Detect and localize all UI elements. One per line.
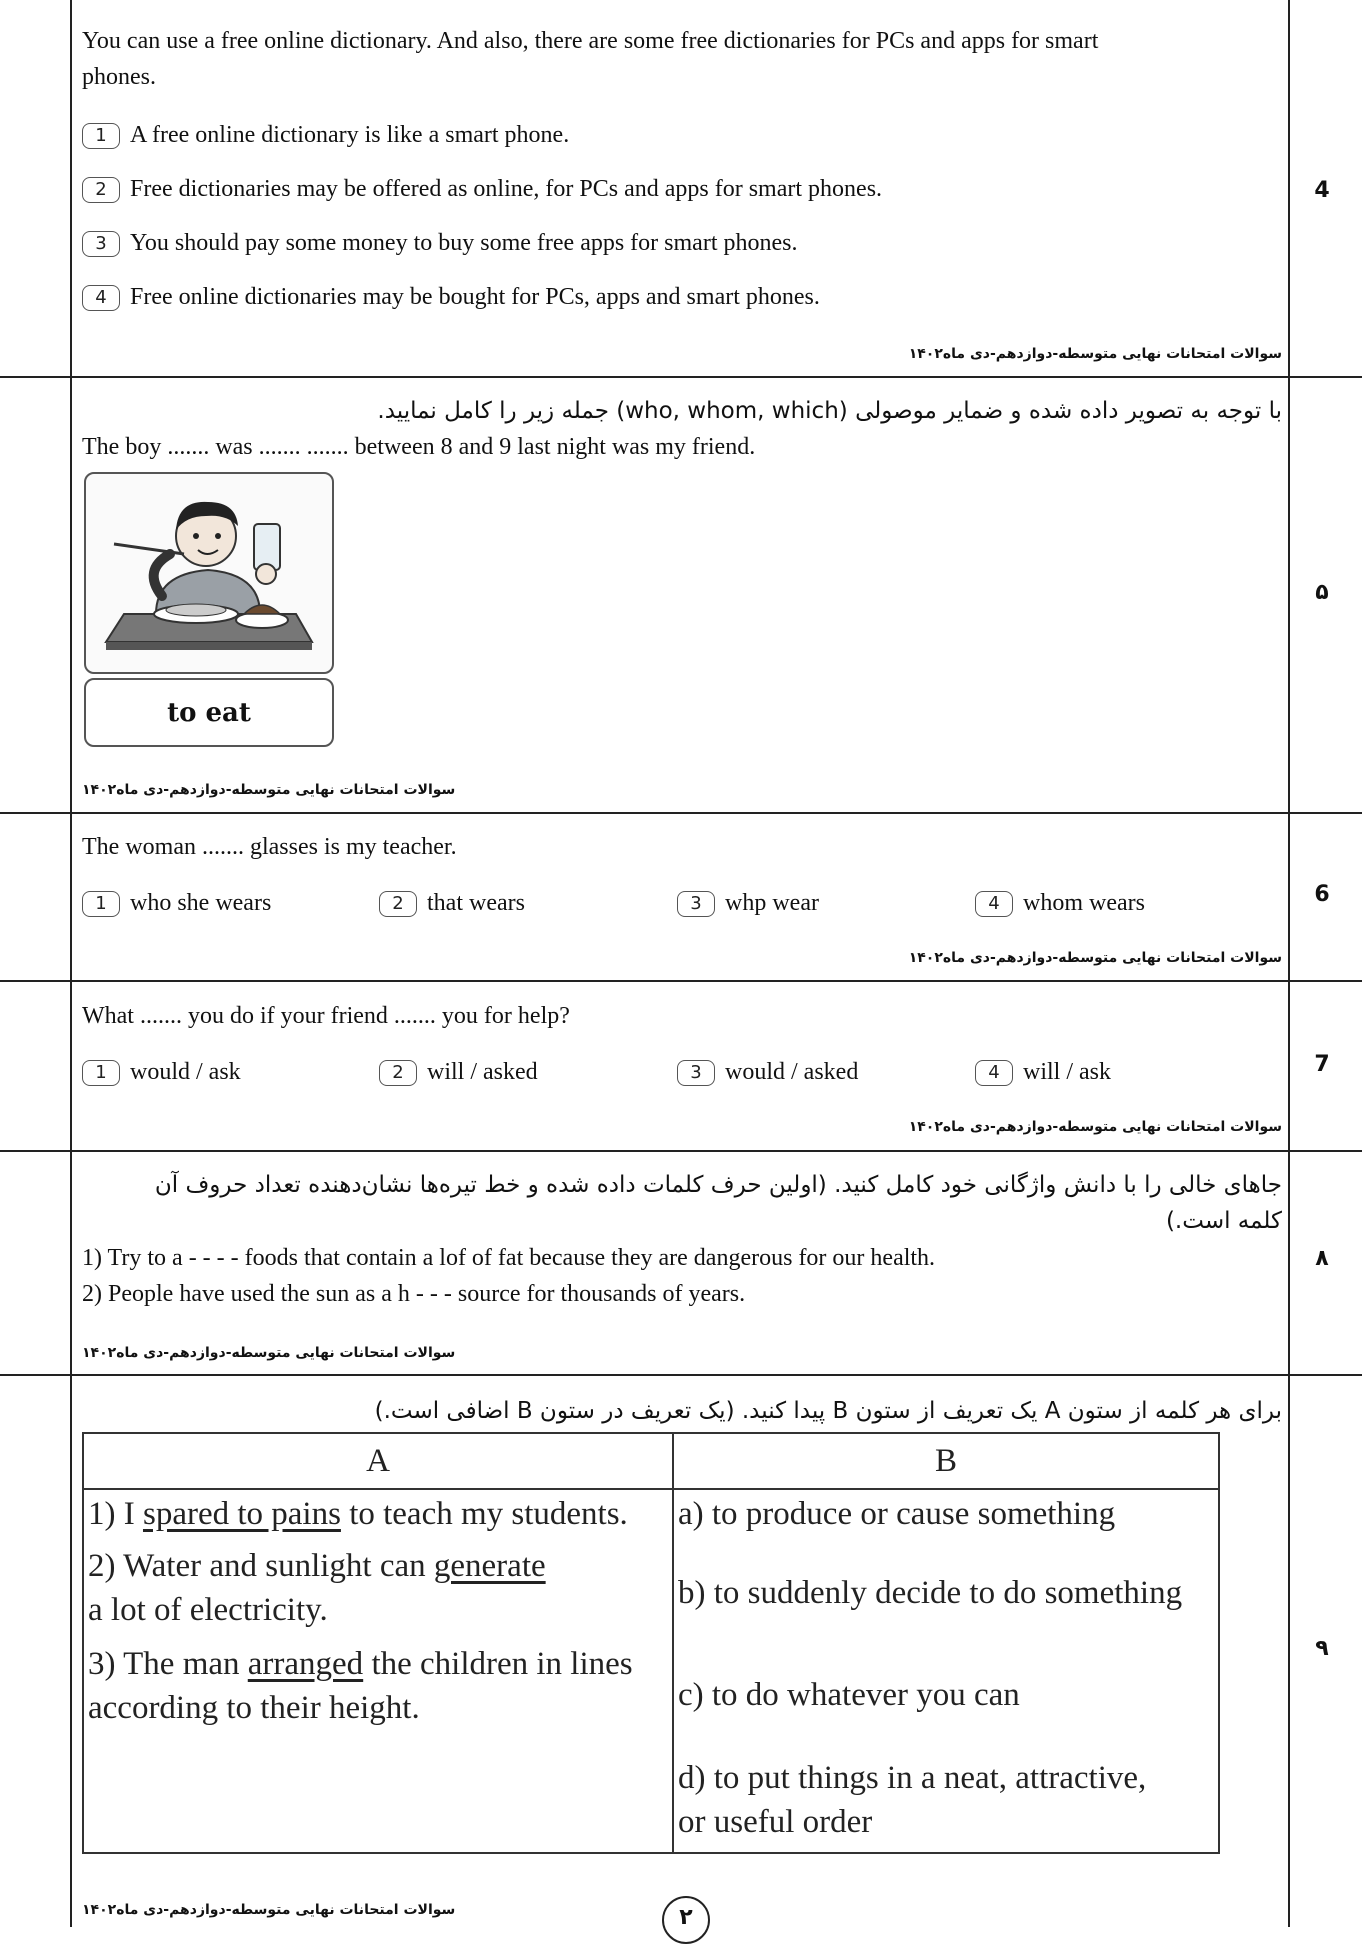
q6-option-1[interactable] bbox=[82, 890, 271, 917]
question-number: 6 bbox=[1314, 882, 1330, 907]
question-number: ۸ bbox=[1315, 1246, 1329, 1271]
option-text: whom wears bbox=[1023, 890, 1145, 916]
question-number: 4 bbox=[1314, 178, 1330, 203]
question-number: ۵ bbox=[1315, 580, 1329, 605]
option-number: 4 bbox=[82, 285, 120, 311]
number-column-border bbox=[1288, 0, 1290, 1927]
option-number: 2 bbox=[82, 177, 120, 203]
q6-option-4[interactable] bbox=[975, 890, 1145, 917]
q7-option-2[interactable] bbox=[379, 1059, 538, 1086]
source-label: سوالات امتحانات نهایی متوسطه-دوازدهم-دی ماه۱۴۰۲ bbox=[82, 1902, 456, 1918]
col-a-item-1 bbox=[83, 1489, 673, 1544]
q6-option-3[interactable] bbox=[677, 890, 819, 917]
option-number: 3 bbox=[677, 1060, 715, 1086]
option-number: 3 bbox=[82, 231, 120, 257]
item-text: 3) The man bbox=[88, 1646, 248, 1682]
item-text: 1) I bbox=[88, 1496, 143, 1532]
option-number: 3 bbox=[677, 891, 715, 917]
source-label: سوالات امتحانات نهایی متوسطه-دوازدهم-دی ماه۱۴۰۲ bbox=[82, 782, 456, 798]
item-text: a lot of electricity. bbox=[88, 1592, 328, 1628]
q5-instruction: با توجه به تصویر داده شده و ضمایر موصولی (who, whom, which) جمله زیر را کامل نمایید. bbox=[377, 398, 1282, 424]
underlined-word: arranged bbox=[247, 1646, 364, 1682]
q7-sentence: What ....... you do if your friend ....... you for help? bbox=[82, 1003, 570, 1029]
q8-instruction-line1: جاهای خالی را با دانش واژگانی خود کامل کنید. (اولین حرف کلمات داده شده و خط تیره‌ها نشان‌دهنده تعداد حروف آن bbox=[154, 1172, 1282, 1198]
q7-option-4[interactable] bbox=[975, 1059, 1111, 1086]
option-text: A free online dictionary is like a smart phone. bbox=[130, 122, 570, 148]
col-b-item-a: a) to produce or cause something bbox=[673, 1489, 1219, 1544]
image-caption-box bbox=[84, 678, 334, 747]
row-divider bbox=[0, 980, 1362, 982]
row-divider bbox=[0, 1374, 1362, 1376]
q4-option-3[interactable] bbox=[82, 230, 797, 257]
question-number: 7 bbox=[1314, 1052, 1330, 1077]
row-divider bbox=[0, 376, 1362, 378]
item-text: the children in lines bbox=[363, 1646, 633, 1682]
option-number: 1 bbox=[82, 891, 120, 917]
underlined-word: generate bbox=[433, 1548, 546, 1584]
q5-sentence: The boy ....... was ....... ....... between 8 and 9 last night was my friend. bbox=[82, 434, 756, 460]
column-a-header: A bbox=[83, 1433, 673, 1489]
source-label: سوالات امتحانات نهایی متوسطه-دوازدهم-دی ماه۱۴۰۲ bbox=[908, 346, 1282, 362]
q4-text-line1: You can use a free online dictionary. And also, there are some free dictionaries for PCs and apps for smart bbox=[82, 28, 1099, 54]
q7-option-3[interactable] bbox=[677, 1059, 858, 1086]
q4-option-2[interactable] bbox=[82, 176, 882, 203]
image-caption: to eat bbox=[167, 697, 251, 728]
q4-text-line2: phones. bbox=[82, 64, 156, 90]
col-a-item-2 bbox=[83, 1544, 673, 1642]
q6-sentence: The woman ....... glasses is my teacher. bbox=[82, 834, 457, 860]
item-text: to teach my students. bbox=[340, 1496, 628, 1532]
matching-table bbox=[82, 1432, 1220, 1854]
col-a-item-3 bbox=[83, 1642, 673, 1748]
option-text: Free online dictionaries may be bought for PCs, apps and smart phones. bbox=[130, 284, 820, 310]
option-number: 1 bbox=[82, 1060, 120, 1086]
q7-option-1[interactable] bbox=[82, 1059, 241, 1086]
option-text: will / ask bbox=[1023, 1059, 1111, 1085]
option-number: 4 bbox=[975, 891, 1013, 917]
option-text: that wears bbox=[427, 890, 525, 916]
boy-eating-image bbox=[84, 472, 334, 674]
row-divider bbox=[0, 812, 1362, 814]
q8-item-1: 1) Try to a - - - - foods that contain a lof of fat because they are dangerous for our health. bbox=[82, 1245, 936, 1271]
option-number: 2 bbox=[379, 1060, 417, 1086]
option-text: Free dictionaries may be offered as online, for PCs and apps for smart phones. bbox=[130, 176, 883, 202]
option-text: would / ask bbox=[130, 1059, 241, 1085]
source-label: سوالات امتحانات نهایی متوسطه-دوازدهم-دی ماه۱۴۰۲ bbox=[908, 1119, 1282, 1135]
q4-option-4[interactable] bbox=[82, 284, 820, 311]
option-text: will / asked bbox=[427, 1059, 538, 1085]
item-text: d) to put things in a neat, attractive, bbox=[678, 1760, 1147, 1796]
option-text: You should pay some money to buy some free apps for smart phones. bbox=[130, 230, 798, 256]
option-text: whp wear bbox=[725, 890, 819, 916]
col-b-item-c: c) to do whatever you can bbox=[673, 1642, 1219, 1748]
row-divider bbox=[0, 1150, 1362, 1152]
boy-eating-illustration bbox=[86, 474, 332, 672]
question-number: ۹ bbox=[1315, 1636, 1329, 1661]
option-text: who she wears bbox=[130, 890, 272, 916]
page-number: ۲ bbox=[662, 1896, 710, 1944]
item-text: 2) Water and sunlight can bbox=[88, 1548, 434, 1584]
q9-instruction: برای هر کلمه از ستون A یک تعریف از ستون B پیدا کنید. (یک تعریف در ستون B اضافی است.) bbox=[374, 1398, 1282, 1424]
col-b-item-b: b) to suddenly decide to do something bbox=[673, 1544, 1219, 1642]
source-label: سوالات امتحانات نهایی متوسطه-دوازدهم-دی ماه۱۴۰۲ bbox=[82, 1345, 456, 1361]
q4-option-1[interactable] bbox=[82, 122, 569, 149]
q8-item-2: 2) People have used the sun as a h - - - source for thousands of years. bbox=[82, 1281, 746, 1307]
left-border bbox=[70, 0, 72, 1927]
option-number: 4 bbox=[975, 1060, 1013, 1086]
q8-instruction-line2: کلمه است.) bbox=[1165, 1208, 1282, 1234]
source-label: سوالات امتحانات نهایی متوسطه-دوازدهم-دی ماه۱۴۰۲ bbox=[908, 950, 1282, 966]
col-b-item-d bbox=[673, 1748, 1219, 1853]
option-text: would / asked bbox=[725, 1059, 859, 1085]
option-number: 1 bbox=[82, 123, 120, 149]
col-a-empty bbox=[83, 1748, 673, 1853]
underlined-word: spared to pains bbox=[142, 1496, 341, 1532]
item-text: according to their height. bbox=[88, 1690, 420, 1726]
item-text: or useful order bbox=[678, 1804, 873, 1840]
column-b-header: B bbox=[673, 1433, 1219, 1489]
option-number: 2 bbox=[379, 891, 417, 917]
q6-option-2[interactable] bbox=[379, 890, 525, 917]
